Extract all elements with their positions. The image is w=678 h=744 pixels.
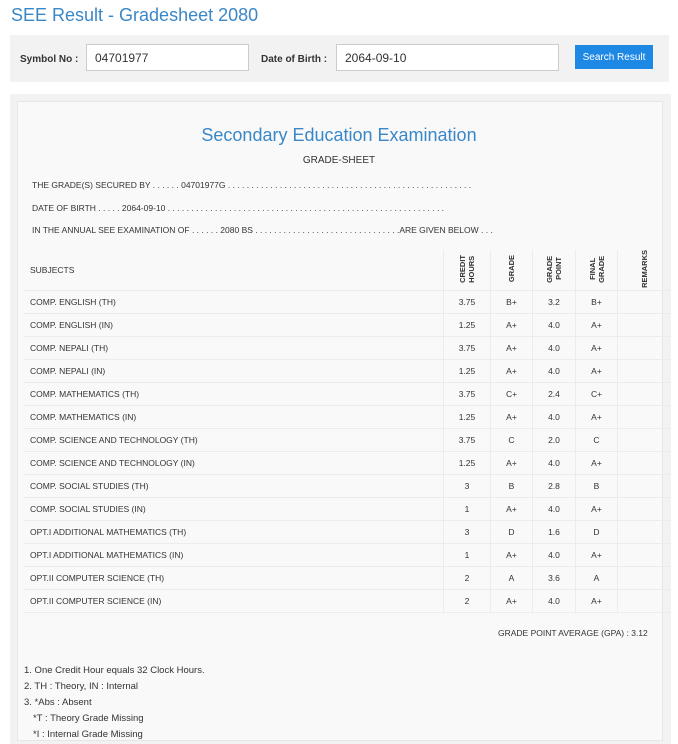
credit-hours-cell: 3 (444, 474, 491, 497)
header-grade-point: GRADE POINT (545, 255, 563, 283)
grade-cell: A+ (491, 359, 533, 382)
credit-hours-cell: 1.25 (444, 359, 491, 382)
grade-point-cell: 2.0 (533, 428, 576, 451)
table-row (24, 290, 670, 313)
table-row (24, 428, 670, 451)
credit-hours-cell: 1.25 (444, 451, 491, 474)
grade-cell: A+ (491, 313, 533, 336)
grades-table-header (24, 250, 670, 290)
grade-cell: A+ (491, 497, 533, 520)
remarks-cell (618, 428, 671, 451)
credit-hours-cell: 1 (444, 543, 491, 566)
final-grade-cell: A+ (576, 543, 618, 566)
note-item: *I : Internal Grade Missing (33, 729, 143, 740)
final-grade-cell: A+ (576, 359, 618, 382)
final-grade-cell: A+ (576, 497, 618, 520)
grade-cell: A+ (491, 543, 533, 566)
subject-cell: COMP. NEPALI (IN) (24, 359, 444, 382)
search-result-button[interactable]: Search Result (575, 45, 653, 69)
subject-cell: COMP. SOCIAL STUDIES (IN) (24, 497, 444, 520)
credit-hours-cell: 3 (444, 520, 491, 543)
grade-cell: A+ (491, 589, 533, 612)
table-row (24, 589, 670, 612)
date-of-birth-line: DATE OF BIRTH . . . . . 2064-09-10 . . . . . . . . . . . . . . . . . . . . . . . . . . . . . . . . . . . . . . . . . . . . . . . . . . . . . . . . . . . (32, 203, 445, 213)
final-grade-cell: C+ (576, 382, 618, 405)
gradesheet-heading: GRADE-SHEET (302, 155, 376, 166)
remarks-cell (618, 589, 671, 612)
remarks-cell (618, 313, 671, 336)
grade-point-cell: 4.0 (533, 336, 576, 359)
table-row (24, 336, 670, 359)
table-row (24, 566, 670, 589)
grade-point-cell: 2.4 (533, 382, 576, 405)
final-grade-cell: A+ (576, 405, 618, 428)
grade-cell: B+ (491, 290, 533, 313)
final-grade-cell: A (576, 566, 618, 589)
note-item: 2. TH : Theory, IN : Internal (24, 681, 139, 692)
grade-point-cell: 4.0 (533, 497, 576, 520)
grade-cell: C (491, 428, 533, 451)
grade-cell: C+ (491, 382, 533, 405)
subject-cell: COMP. SOCIAL STUDIES (TH) (24, 474, 444, 497)
credit-hours-cell: 3.75 (444, 382, 491, 405)
table-row (24, 359, 670, 382)
remarks-cell (618, 405, 671, 428)
grade-cell: A (491, 566, 533, 589)
header-remarks: REMARKS (639, 250, 649, 288)
remarks-cell (618, 543, 671, 566)
table-row (24, 405, 670, 428)
grade-point-cell: 4.0 (533, 405, 576, 428)
final-grade-cell: A+ (576, 451, 618, 474)
final-grade-cell: A+ (576, 313, 618, 336)
final-grade-cell: D (576, 520, 618, 543)
credit-hours-cell: 2 (444, 566, 491, 589)
header-subjects: SUBJECTS (24, 250, 444, 290)
remarks-cell (618, 520, 671, 543)
subject-cell: COMP. ENGLISH (TH) (24, 290, 444, 313)
final-grade-cell: B+ (576, 290, 618, 313)
grade-cell: A+ (491, 405, 533, 428)
subject-cell: COMP. SCIENCE AND TECHNOLOGY (TH) (24, 428, 444, 451)
final-grade-cell: A+ (576, 336, 618, 359)
remarks-cell (618, 566, 671, 589)
note-item: 3. *Abs : Absent (24, 697, 92, 708)
subject-cell: COMP. ENGLISH (IN) (24, 313, 444, 336)
exam-title: Secondary Education Examination (201, 125, 477, 145)
date-of-birth-input[interactable] (336, 44, 559, 71)
header-final-grade: FINAL GRADE (587, 255, 606, 283)
grade-cell: B (491, 474, 533, 497)
grade-point-cell: 4.0 (533, 543, 576, 566)
subject-cell: COMP. SCIENCE AND TECHNOLOGY (IN) (24, 451, 444, 474)
gpa-label: GRADE POINT AVERAGE (GPA) : (498, 628, 629, 638)
grade-cell: D (491, 520, 533, 543)
table-row (24, 382, 670, 405)
grade-point-cell: 4.0 (533, 451, 576, 474)
remarks-cell (618, 451, 671, 474)
table-row (24, 543, 670, 566)
symbol-no-label: Symbol No : (20, 54, 79, 65)
subject-cell: OPT.I ADDITIONAL MATHEMATICS (IN) (24, 543, 444, 566)
remarks-cell (618, 382, 671, 405)
page-title: SEE Result - Gradesheet 2080 (11, 5, 259, 25)
grade-point-cell: 2.8 (533, 474, 576, 497)
subject-cell: OPT.II COMPUTER SCIENCE (IN) (24, 589, 444, 612)
remarks-cell (618, 497, 671, 520)
grade-point-cell: 3.2 (533, 290, 576, 313)
credit-hours-cell: 1.25 (444, 313, 491, 336)
grade-cell: A+ (491, 451, 533, 474)
date-of-birth-label: Date of Birth : (261, 54, 328, 65)
grade-point-cell: 1.6 (533, 520, 576, 543)
gpa-summary (498, 628, 648, 638)
credit-hours-cell: 3.75 (444, 290, 491, 313)
grades-table (24, 250, 670, 613)
credit-hours-cell: 3.75 (444, 428, 491, 451)
remarks-cell (618, 290, 671, 313)
subject-cell: OPT.I ADDITIONAL MATHEMATICS (TH) (24, 520, 444, 543)
symbol-no-input[interactable] (86, 44, 249, 71)
credit-hours-cell: 2 (444, 589, 491, 612)
header-credit-hours: CREDIT HOURS (458, 255, 476, 283)
remarks-cell (618, 359, 671, 382)
subject-cell: COMP. MATHEMATICS (TH) (24, 382, 444, 405)
table-row (24, 474, 670, 497)
table-row (24, 497, 670, 520)
grade-point-cell: 4.0 (533, 589, 576, 612)
note-item: 1. One Credit Hour equals 32 Clock Hours. (24, 665, 205, 676)
grade-cell: A+ (491, 336, 533, 359)
final-grade-cell: B (576, 474, 618, 497)
table-row (24, 451, 670, 474)
exam-line: IN THE ANNUAL SEE EXAMINATION OF . . . . . . 2080 BS . . . . . . . . . . . . . . . . . . . . . . . . . . . . . . .ARE GIVEN BELOW . . . (32, 225, 493, 235)
table-row (24, 313, 670, 336)
credit-hours-cell: 3.75 (444, 336, 491, 359)
credit-hours-cell: 1 (444, 497, 491, 520)
gpa-value: 3.12 (631, 628, 648, 638)
subject-cell: COMP. MATHEMATICS (IN) (24, 405, 444, 428)
grade-point-cell: 4.0 (533, 359, 576, 382)
final-grade-cell: A+ (576, 589, 618, 612)
credit-hours-cell: 1.25 (444, 405, 491, 428)
grade-point-cell: 4.0 (533, 313, 576, 336)
subject-cell: OPT.II COMPUTER SCIENCE (TH) (24, 566, 444, 589)
final-grade-cell: C (576, 428, 618, 451)
remarks-cell (618, 336, 671, 359)
note-item: *T : Theory Grade Missing (33, 713, 144, 724)
notes-list (24, 663, 205, 743)
remarks-cell (618, 474, 671, 497)
table-row (24, 520, 670, 543)
subject-cell: COMP. NEPALI (TH) (24, 336, 444, 359)
header-grade: GRADE (507, 255, 516, 283)
grade-point-cell: 3.6 (533, 566, 576, 589)
secured-by-line: THE GRADE(S) SECURED BY . . . . . . 04701977G . . . . . . . . . . . . . . . . . . . . . . . . . . . . . . . . . . . . . . . . . . . . . . . . . . . . (32, 180, 472, 190)
